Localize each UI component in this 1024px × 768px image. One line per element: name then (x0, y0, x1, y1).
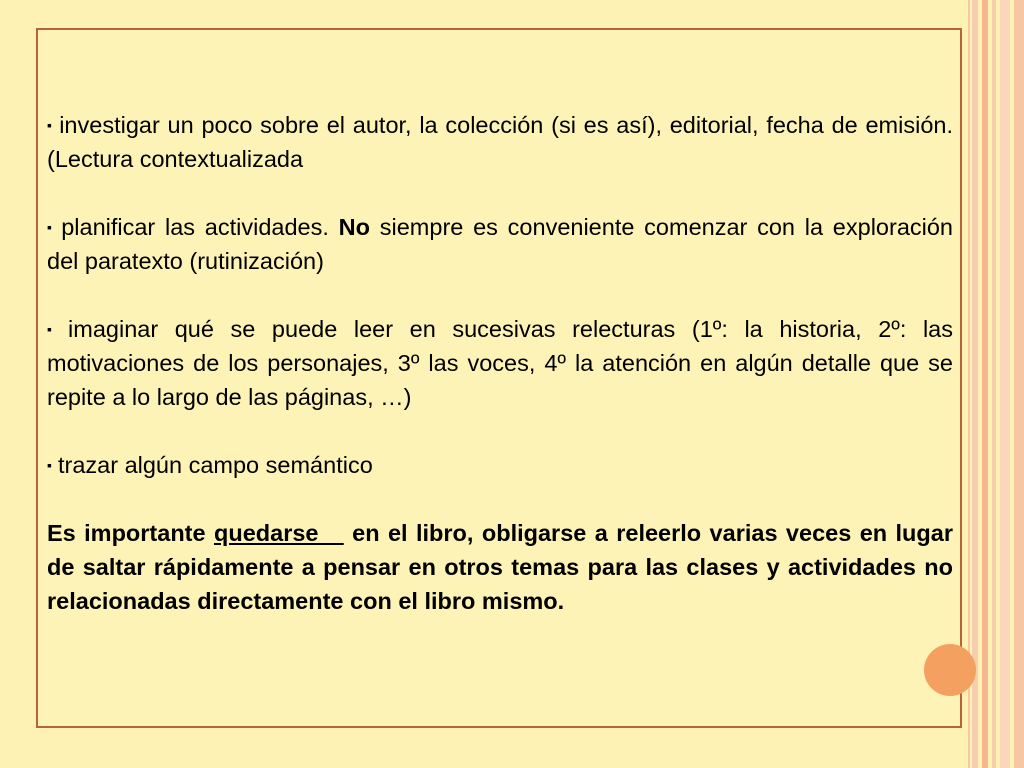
conclusion-post: en el libro, obligarse a releerlo varias veces en lugar de saltar rápidamente a pensar en otros temas para las clases y actividades no relacionadas directamente con el libro mismo. (47, 520, 953, 614)
conclusion-paragraph (47, 516, 953, 618)
decorative-stripes (968, 0, 1024, 768)
bullet-icon: ▪ (47, 457, 52, 473)
bullet-item-2 (47, 210, 953, 278)
conclusion-underlined: quedarse (214, 520, 344, 546)
stripe (992, 0, 996, 768)
bullet-icon: ▪ (47, 219, 56, 235)
conclusion-pre: Es importante (47, 520, 214, 546)
bullet-text: investigar un poco sobre el autor, la colección (si es así), editorial, fecha de emisión. (Lectura contextualizada (47, 112, 953, 172)
bullet-icon: ▪ (47, 117, 54, 133)
stripe (972, 0, 978, 768)
stripe (1014, 0, 1024, 768)
slide-content (47, 108, 953, 652)
stripe (982, 0, 988, 768)
bullet-text-pre: planificar las actividades. (61, 214, 339, 240)
bullet-item-1 (47, 108, 953, 176)
bullet-text: imaginar qué se puede leer en sucesivas relecturas (1º: la historia, 2º: las motivaciones de los personajes, 3º las voces, 4º la atención en algún detalle que se repite a lo largo de las páginas, …) (47, 316, 954, 410)
bullet-icon: ▪ (47, 321, 63, 337)
bullet-text: trazar algún campo semántico (57, 452, 373, 478)
bullet-item-3 (47, 312, 953, 414)
bullet-text-post: siempre es conveniente comenzar con la exploración del paratexto (rutinización) (47, 214, 953, 274)
stripe (1000, 0, 1010, 768)
bullet-text-bold: No (338, 214, 370, 240)
bullet-item-4 (47, 448, 953, 482)
